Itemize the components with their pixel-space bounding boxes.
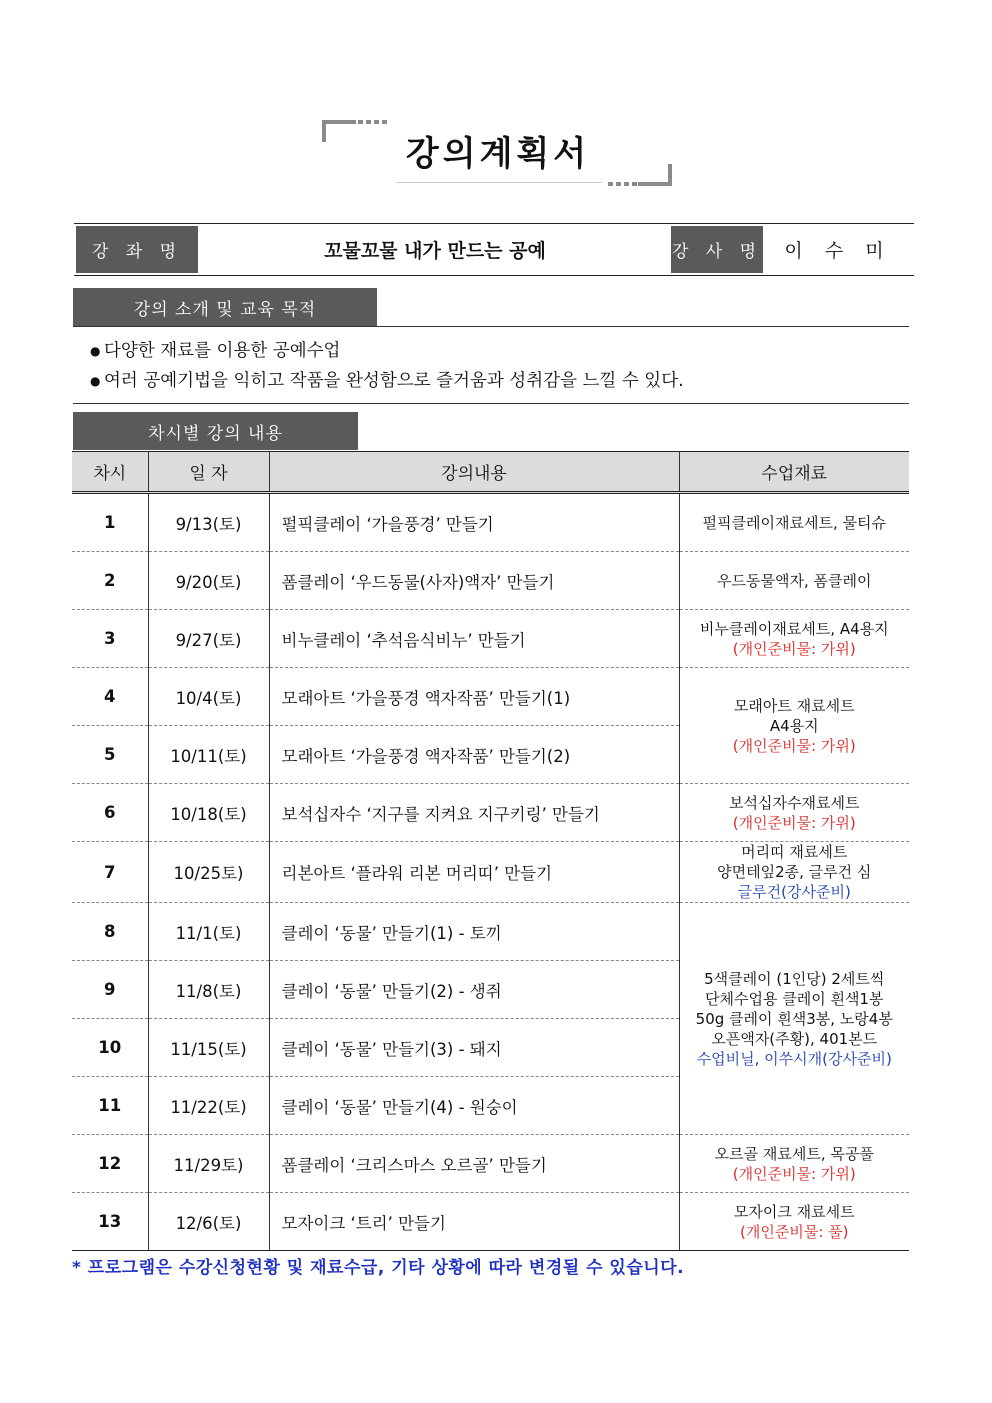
session-number: 5 [72, 726, 148, 784]
session-content: 펄픽클레이 ‘가을풍경’ 만들기 [269, 493, 679, 552]
footnote: * 프로그램은 수강신청현황 및 재료수급, 기타 상황에 따라 변경될 수 있습니다. [72, 1258, 685, 1278]
bullet-icon: ● [90, 374, 101, 388]
session-number: 10 [72, 1019, 148, 1077]
material-line: 우드동물액자, 폼클레이 [717, 571, 872, 590]
session-number: 8 [72, 903, 148, 961]
session-date: 9/20(토) [148, 552, 269, 610]
session-date: 11/15(토) [148, 1019, 269, 1077]
table-header-row [72, 452, 909, 493]
table-row [72, 784, 909, 842]
table-row [72, 493, 909, 552]
session-number: 6 [72, 784, 148, 842]
session-materials [679, 1135, 909, 1193]
bullet-icon: ● [90, 344, 101, 358]
table-row [72, 668, 909, 726]
instructor-name: 이 수 미 [784, 239, 892, 262]
session-number: 9 [72, 961, 148, 1019]
title-bracket-decoration [322, 120, 356, 142]
session-number: 13 [72, 1193, 148, 1251]
session-date: 10/11(토) [148, 726, 269, 784]
session-content: 클레이 ‘동물’ 만들기(2) - 생쥐 [269, 961, 679, 1019]
personal-supplies-note: (개인준비물: 가위) [732, 736, 856, 755]
material-line: 보석십자수재료세트 [729, 793, 860, 812]
table-row [72, 610, 909, 668]
material-line: 5색클레이 (1인당) 2세트씩 [704, 969, 885, 988]
table-row [72, 842, 909, 903]
title-dots-decoration [358, 120, 388, 124]
session-number: 12 [72, 1135, 148, 1193]
session-content: 모래아트 ‘가을풍경 액자작품’ 만들기(2) [269, 726, 679, 784]
session-number: 11 [72, 1077, 148, 1135]
table-row [72, 1135, 909, 1193]
session-number: 2 [72, 552, 148, 610]
session-materials [679, 903, 909, 1135]
intro-heading: 강의 소개 및 교육 목적 [73, 288, 377, 326]
document-title: 강의계획서 [405, 134, 591, 174]
personal-supplies-note: (개인준비물: 풀) [740, 1222, 849, 1241]
session-materials [679, 552, 909, 610]
table-row [72, 1193, 909, 1251]
personal-supplies-note: (개인준비물: 가위) [732, 813, 856, 832]
material-line: 오르골 재료세트, 목공풀 [714, 1144, 874, 1163]
session-content: 리본아트 ‘플라워 리본 머리띠’ 만들기 [269, 842, 679, 903]
session-number: 1 [72, 493, 148, 552]
intro-bullet-list [90, 336, 910, 396]
title-underline [396, 182, 602, 183]
material-line: 펄픽클레이재료세트, 물티슈 [702, 513, 886, 532]
intro-bullet-text: 여러 공예기법을 익히고 작품을 완성함으로 즐거움과 성취감을 느낄 수 있다. [104, 371, 684, 391]
material-line: 양면테잎2종, 글루건 심 [717, 863, 872, 881]
session-date: 9/13(토) [148, 493, 269, 552]
session-content: 폼클레이 ‘우드동물(사자)액자’ 만들기 [269, 552, 679, 610]
course-label: 강 좌 명 [76, 226, 198, 273]
material-line: 모래아트 재료세트 [733, 696, 855, 715]
section-divider [73, 326, 909, 327]
session-date: 10/4(토) [148, 668, 269, 726]
session-materials [679, 1193, 909, 1251]
session-materials [679, 493, 909, 552]
section-divider [73, 403, 909, 404]
column-header-materials: 수업재료 [679, 452, 909, 493]
material-line: 머리띠 재료세트 [741, 843, 848, 861]
session-date: 9/27(토) [148, 610, 269, 668]
session-date: 11/29토) [148, 1135, 269, 1193]
session-materials [679, 842, 909, 903]
title-dots-decoration [608, 182, 638, 186]
session-date: 12/6(토) [148, 1193, 269, 1251]
session-number: 7 [72, 842, 148, 903]
session-content: 폼클레이 ‘크리스마스 오르골’ 만들기 [269, 1135, 679, 1193]
list-item [90, 366, 910, 396]
material-line: 단체수업용 클레이 흰색1봉 [705, 989, 884, 1008]
session-content: 모래아트 ‘가을풍경 액자작품’ 만들기(1) [269, 668, 679, 726]
course-name: 꼬물꼬물 내가 만드는 공예 [324, 239, 546, 262]
schedule-table [72, 451, 909, 1251]
schedule-heading: 차시별 강의 내용 [73, 412, 358, 450]
column-header-session: 차시 [72, 452, 148, 493]
session-date: 10/25토) [148, 842, 269, 903]
session-content: 모자이크 ‘트리’ 만들기 [269, 1193, 679, 1251]
session-content: 클레이 ‘동물’ 만들기(3) - 돼지 [269, 1019, 679, 1077]
personal-supplies-note: (개인준비물: 가위) [732, 639, 856, 658]
session-content: 비누클레이 ‘추석음식비누’ 만들기 [269, 610, 679, 668]
session-date: 11/8(토) [148, 961, 269, 1019]
session-content: 클레이 ‘동물’ 만들기(1) - 토끼 [269, 903, 679, 961]
document-title-block [320, 118, 674, 188]
column-header-content: 강의내용 [269, 452, 679, 493]
instructor-supplies-note: 수업비닐, 이쑤시개(강사준비) [696, 1049, 892, 1068]
material-line: 모자이크 재료세트 [733, 1202, 855, 1221]
material-line: A4용지 [769, 716, 819, 735]
instructor-supplies-note: 글루건(강사준비) [737, 883, 851, 901]
intro-bullet-text: 다양한 재료를 이용한 공예수업 [104, 341, 341, 361]
session-materials [679, 668, 909, 784]
material-line: 비누클레이재료세트, A4용지 [699, 619, 889, 638]
session-date: 11/22(토) [148, 1077, 269, 1135]
list-item [90, 336, 910, 366]
table-row [72, 552, 909, 610]
session-materials [679, 610, 909, 668]
course-info-row [74, 223, 914, 276]
session-number: 4 [72, 668, 148, 726]
table-row [72, 903, 909, 961]
personal-supplies-note: (개인준비물: 가위) [732, 1164, 856, 1183]
material-line: 50g 클레이 흰색3봉, 노랑4봉 [695, 1009, 893, 1028]
session-materials [679, 784, 909, 842]
session-content: 클레이 ‘동물’ 만들기(4) - 원숭이 [269, 1077, 679, 1135]
instructor-label: 강 사 명 [671, 226, 763, 273]
column-header-date: 일 자 [148, 452, 269, 493]
material-line: 오픈액자(주황), 401본드 [711, 1029, 878, 1048]
session-date: 10/18(토) [148, 784, 269, 842]
session-date: 11/1(토) [148, 903, 269, 961]
session-content: 보석십자수 ‘지구를 지켜요 지구키링’ 만들기 [269, 784, 679, 842]
title-bracket-decoration [638, 164, 672, 186]
session-number: 3 [72, 610, 148, 668]
